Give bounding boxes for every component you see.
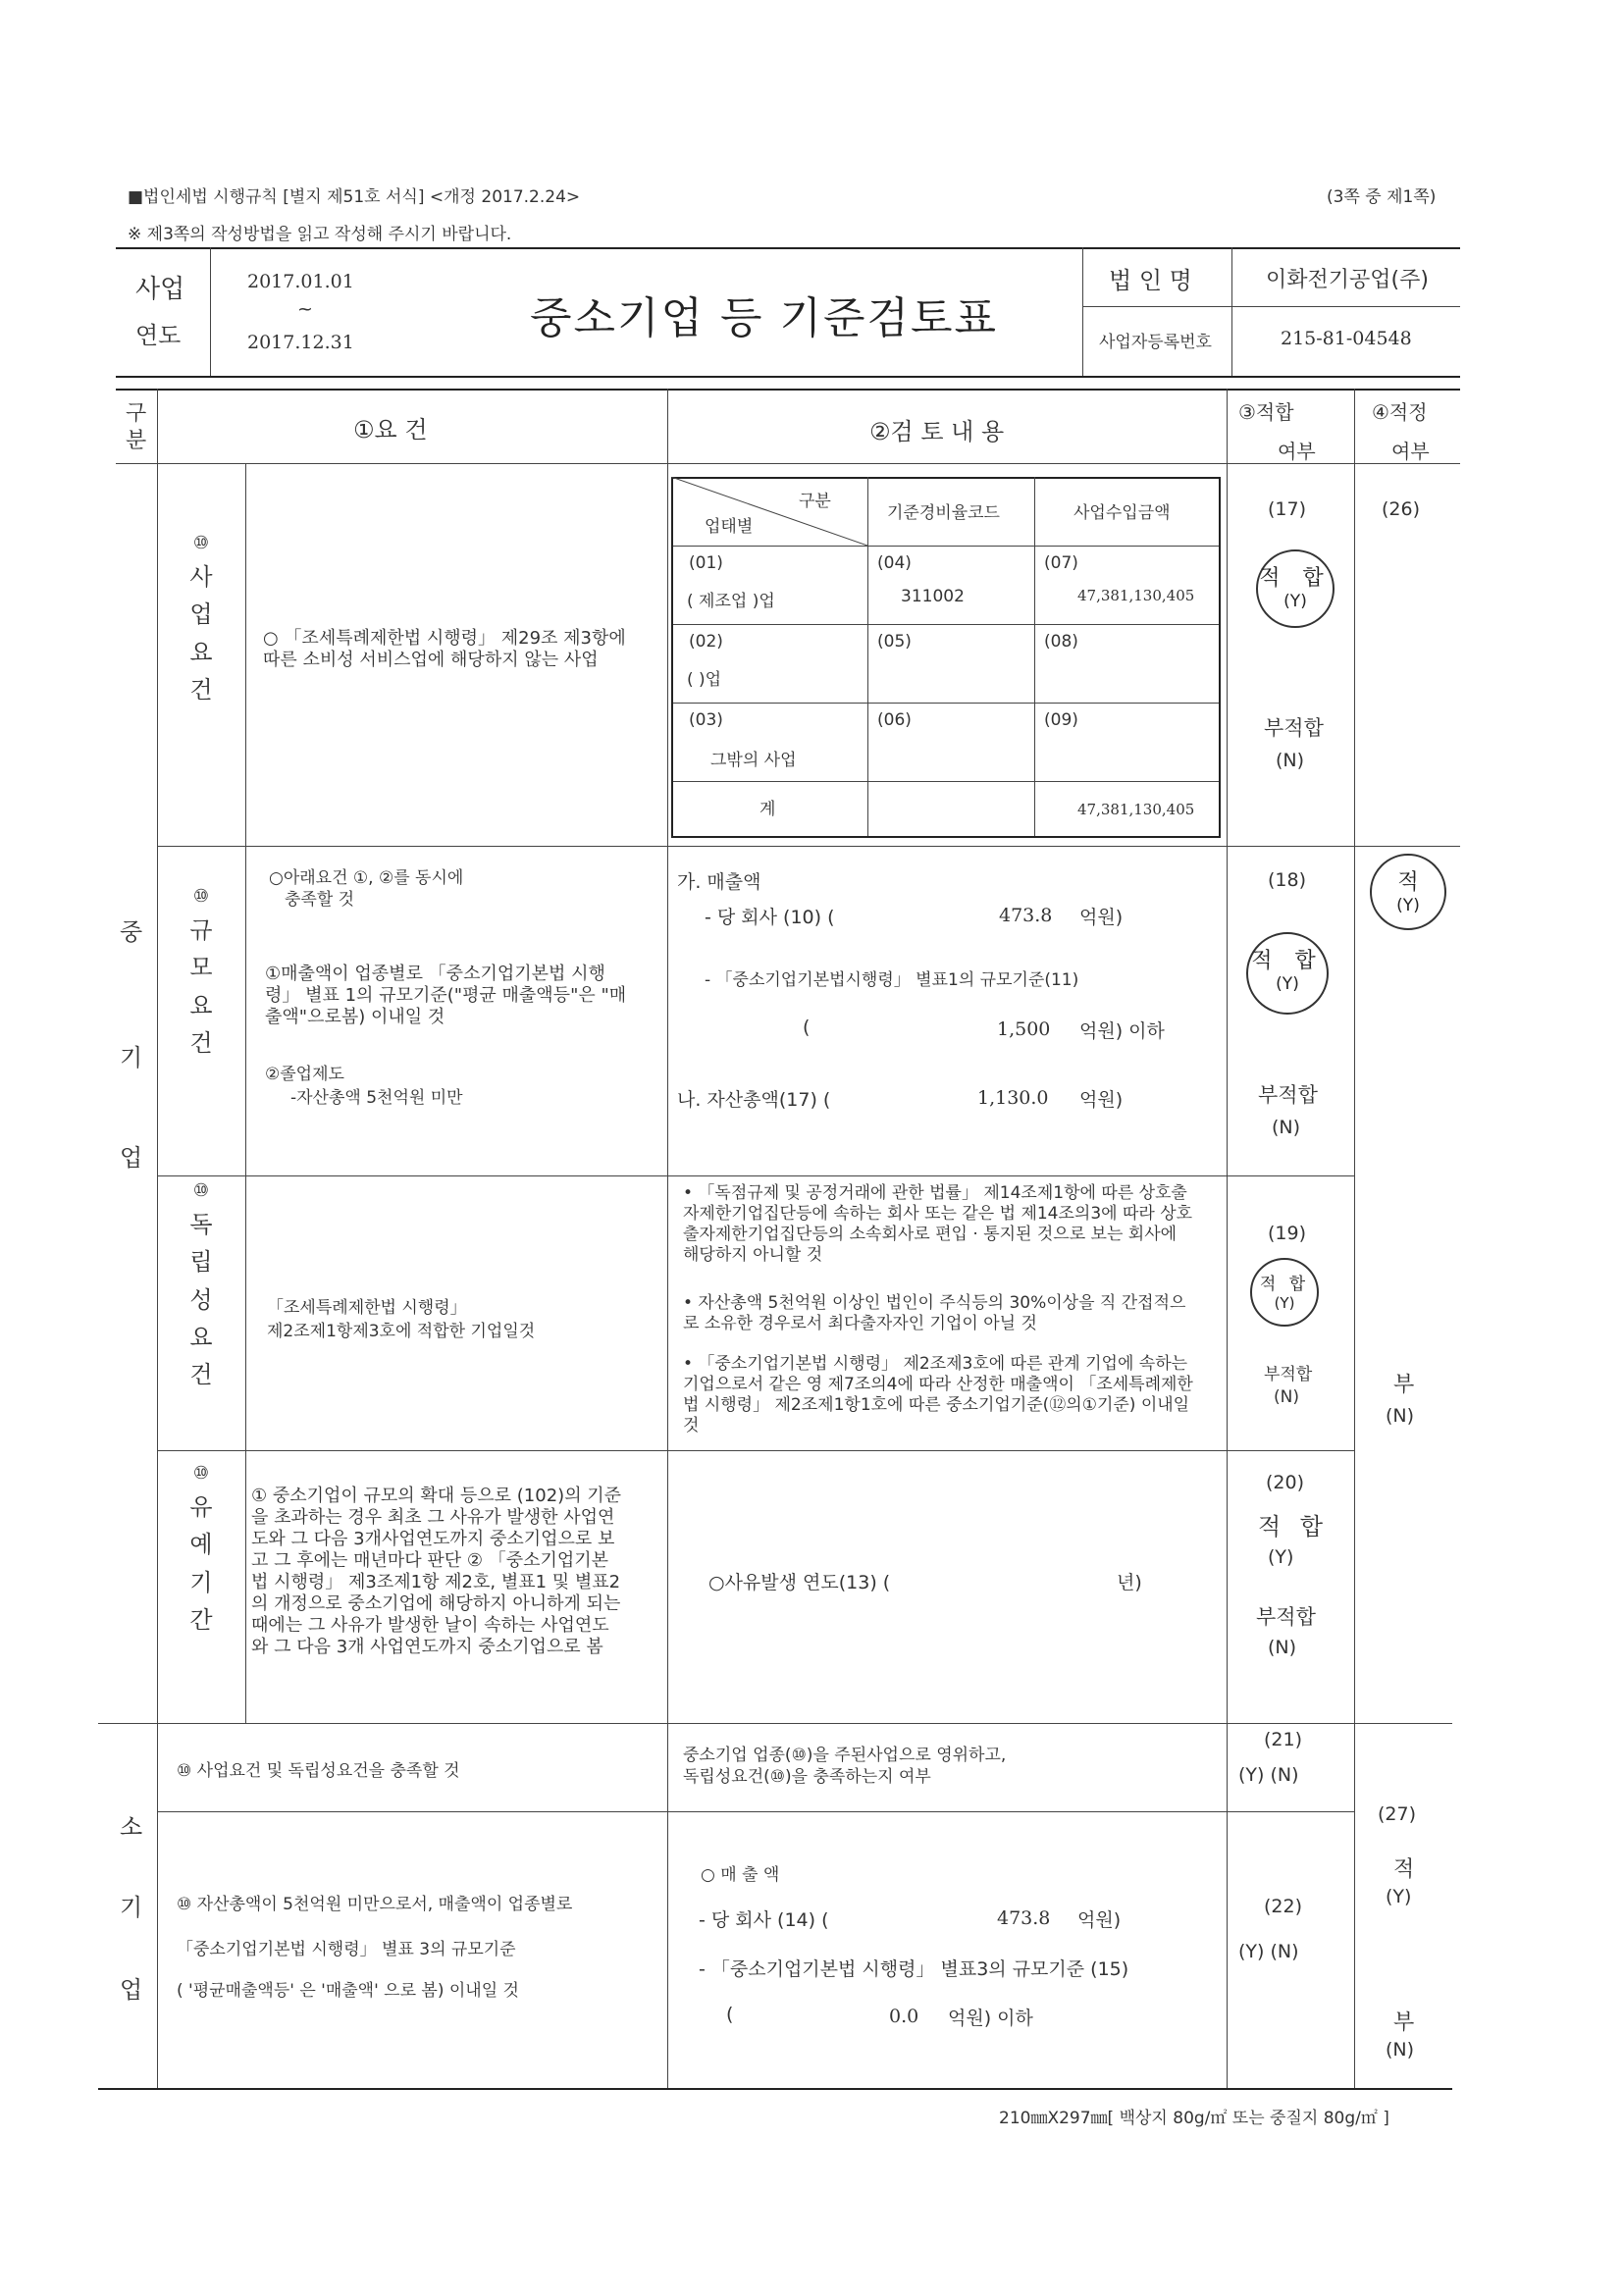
s102-rev-a: 가. 매출액 bbox=[677, 871, 761, 893]
s101-requirement: ○ 「조세특례제한법 시행령」 제29조 제3항에 따른 소비성 서비스업에 해당하지 않는 사업 bbox=[263, 628, 626, 670]
s101-fit-stamp: 적 합 (Y) bbox=[1256, 549, 1335, 628]
s105-fit-yn: (Y) (N) bbox=[1238, 1764, 1299, 1786]
header-diagonal-line bbox=[671, 477, 867, 546]
s102-rev-e-unit: 억원) bbox=[1079, 1089, 1124, 1111]
column-requirement: ①요 건 bbox=[353, 416, 428, 444]
r3-c1-code: (03) bbox=[689, 710, 723, 730]
section-small-char-2: 기 bbox=[120, 1894, 143, 1921]
total-value: 47,381,130,405 bbox=[1077, 801, 1195, 818]
r2-c2-code: (05) bbox=[877, 632, 912, 652]
s102-req3b: -자산총액 5천억원 미만 bbox=[290, 1088, 463, 1108]
s103-rev3: • 「중소기업기본법 시행령」 제2조제3호에 따른 관계 기업에 속하는 기업으로서 같은 영 제7조의4에 따라 산정한 매출액이 「조세특례제한법 시행령」 제2조제1항1호에 따른 중소기업기준(⑫의①기준) 이내일 것 bbox=[683, 1354, 1193, 1435]
section-sme-char-1: 중 bbox=[120, 918, 143, 946]
column-fit4-2: 여부 bbox=[1391, 440, 1430, 463]
page-indicator: (3쪽 중 제1쪽) bbox=[1327, 187, 1437, 207]
column-division-2: 분 bbox=[126, 429, 147, 453]
column-fit4-1: ④적정 bbox=[1372, 400, 1428, 424]
s102-req3: ②졸업제도 bbox=[265, 1065, 344, 1084]
s103-rev2: • 자산총액 5천억원 이상인 법인이 주식등의 30%이상을 직 간접적으로 소유한 경우로서 최다출자자인 기업이 아닐 것 bbox=[683, 1293, 1186, 1333]
r1-c3-code: (07) bbox=[1044, 553, 1078, 573]
s103-req1: 「조세특례제한법 시행령」 bbox=[267, 1298, 467, 1318]
s105-requirement: ⑩ 사업요건 및 독립성요건을 충족할 것 bbox=[177, 1761, 460, 1781]
r2-c1-value: ( )업 bbox=[687, 670, 722, 690]
period-start: 2017.01.01 bbox=[247, 271, 354, 292]
s102-rev-c: - 「중소기업기본법시행령」 별표1의 규모기준(11) bbox=[705, 970, 1079, 990]
s102-fit-stamp: 적 합 (Y) bbox=[1246, 932, 1329, 1015]
s102-rev-e-value: 1,130.0 bbox=[977, 1087, 1049, 1109]
s106-fit-code: (22) bbox=[1264, 1896, 1303, 1917]
s106-req1: ⑩ 자산총액이 5천억원 미만으로서, 매출액이 업종별로 bbox=[177, 1895, 573, 1914]
form-title: 중소기업 등 기준검토표 bbox=[530, 293, 999, 343]
s103-fit-code: (19) bbox=[1268, 1223, 1307, 1244]
s104-unfit: 부적합 bbox=[1256, 1605, 1316, 1629]
s104-requirement: ① 중소기업이 규모의 확대 등으로 (102)의 기준을 초과하는 경우 최초 그 사유가 발생한 사업연도와 그 다음 3개사업연도까지 중소기업으로 보고 그 후에는 매년마다 판단 ② 「중소기업기본법 시행령」 제3조제1항 제2호, 별표1 및 별표2의 개정으로 중소기업에 해당하지 아니하게 되는 때에는 그 사유가 발생한 날이 속하는 사업연도와 그 다음 3개 사업연도까지 중소기업으로 봄 bbox=[251, 1486, 622, 1657]
s102-rev-b-unit: 억원) bbox=[1079, 907, 1124, 928]
period-tilde: ~ bbox=[297, 298, 313, 320]
regulation-text: ■법인세법 시행규칙 [별지 제51호 서식] <개정 2017.2.24> bbox=[128, 187, 581, 207]
r1-c2-code: (04) bbox=[877, 553, 912, 573]
s104-fit-code: (20) bbox=[1266, 1472, 1305, 1493]
s102-rev-b-label: - 당 회사 (10) ( bbox=[705, 907, 835, 928]
s102-col4-stamp: 적 (Y) bbox=[1370, 854, 1446, 930]
s102-unfit-n: (N) bbox=[1272, 1117, 1301, 1138]
s105-fit-code: (21) bbox=[1264, 1729, 1303, 1750]
r2-c3-code: (08) bbox=[1044, 632, 1078, 652]
s102-unfit: 부적합 bbox=[1258, 1083, 1318, 1107]
column-fit-2: 여부 bbox=[1278, 440, 1316, 463]
s102-req2: ①매출액이 업종별로 「중소기업기본법 시행령」 별표 1의 규모기준("평균 매출액등"은 "매출액"으로봄) 이내일 것 bbox=[265, 964, 627, 1027]
s106-col4-code: (27) bbox=[1378, 1803, 1417, 1825]
s106-rev-a: ○ 매 출 액 bbox=[701, 1865, 780, 1885]
s104-vertical-label: ⑩ 유 예 기 간 bbox=[189, 1463, 213, 1634]
s104-rev: ○사유발생 연도(13) ( bbox=[708, 1572, 891, 1593]
column-fit-1: ③적합 bbox=[1238, 400, 1294, 424]
year-label-2: 연도 bbox=[135, 322, 182, 349]
s101-vertical-label: ⑩ 사 업 요 건 bbox=[189, 533, 213, 704]
s102-rev-b-value: 473.8 bbox=[999, 905, 1053, 926]
r2-c1-code: (02) bbox=[689, 632, 723, 652]
s102-rev-d-open: ( bbox=[803, 1017, 811, 1038]
s101-unfit-n: (N) bbox=[1276, 750, 1305, 771]
s103-col4-a: 부 bbox=[1393, 1373, 1415, 1397]
column-review: ②검 토 내 용 bbox=[869, 418, 1005, 445]
s101-fit-code: (17) bbox=[1268, 498, 1307, 520]
r3-c2-code: (06) bbox=[877, 710, 912, 730]
s103-unfit-n: (N) bbox=[1274, 1387, 1299, 1407]
paper-spec: 210㎜X297㎜[ 백상지 80g/㎡ 또는 중질지 80g/㎡ ] bbox=[999, 2109, 1389, 2128]
s102-req1b: 충족할 것 bbox=[285, 890, 355, 910]
s106-rev-b-value: 473.8 bbox=[997, 1907, 1051, 1929]
table-header-code: 기준경비율코드 bbox=[887, 503, 1000, 523]
s103-fit-stamp: 적 합 (Y) bbox=[1250, 1258, 1319, 1327]
s104-fit: 적 합 bbox=[1258, 1513, 1329, 1540]
section-small-char-3: 업 bbox=[120, 1976, 143, 2004]
s106-fit-yn: (Y) (N) bbox=[1238, 1941, 1299, 1962]
reg-no: 215-81-04548 bbox=[1281, 328, 1412, 349]
section-sme-char-3: 업 bbox=[120, 1144, 143, 1172]
s106-rev-b-label: - 당 회사 (14) ( bbox=[699, 1909, 829, 1931]
s106-col4-a: 적 bbox=[1393, 1857, 1415, 1882]
table-header-gubun: 구분 bbox=[799, 492, 831, 511]
s103-vertical-label: ⑩ 독 립 성 요 건 bbox=[189, 1180, 213, 1389]
section-small-char-1: 소 bbox=[120, 1813, 143, 1841]
s101-col4-code: (26) bbox=[1382, 498, 1421, 520]
s102-rev-d-value: 1,500 bbox=[997, 1018, 1051, 1040]
reg-no-label: 사업자등록번호 bbox=[1099, 333, 1212, 352]
s106-rev-d-value: 0.0 bbox=[889, 2006, 919, 2027]
s105-rev1: 중소기업 업종(⑩)을 주된사업으로 영위하고, bbox=[683, 1746, 1007, 1765]
s104-fit-y: (Y) bbox=[1268, 1546, 1294, 1568]
s102-req1: ○아래요건 ①, ②를 동시에 bbox=[269, 868, 464, 888]
corp-name: 이화전기공업(주) bbox=[1266, 268, 1429, 292]
s103-rev1: • 「독점규제 및 공정거래에 관한 법률」 제14조제1항에 따른 상호출자제한기업집단등에 속하는 회사 또는 같은 법 제14조의3에 따라 상호출자제한기업집단등의 소속회사로 편입 · 통지된 것으로 보는 회사에 해당하지 아니할 것 bbox=[683, 1183, 1193, 1265]
r3-c1-value: 그밖의 사업 bbox=[710, 751, 797, 770]
s102-rev-e-label: 나. 자산총액(17) ( bbox=[677, 1089, 831, 1111]
column-division-1: 구 bbox=[126, 401, 147, 426]
s101-unfit: 부적합 bbox=[1264, 716, 1324, 740]
s104-rev-unit: 년) bbox=[1117, 1572, 1142, 1593]
s106-col4-b: (Y) bbox=[1386, 1886, 1412, 1907]
s103-unfit: 부적합 bbox=[1264, 1365, 1313, 1384]
s102-vertical-label: ⑩ 규 모 요 건 bbox=[189, 886, 213, 1057]
s106-rev-b-unit: 억원) bbox=[1077, 1909, 1122, 1931]
corp-name-label: 법 인 명 bbox=[1109, 267, 1192, 294]
s102-fit-code: (18) bbox=[1268, 869, 1307, 891]
period-end: 2017.12.31 bbox=[247, 332, 354, 353]
s102-rev-d-unit: 억원) 이하 bbox=[1079, 1020, 1165, 1042]
s103-req2: 제2조제1항제3호에 적합한 기업일것 bbox=[267, 1322, 536, 1341]
s103-col4-b: (N) bbox=[1386, 1405, 1415, 1427]
s105-rev2: 독립성요건(⑩)을 충족하는지 여부 bbox=[683, 1767, 931, 1787]
r3-c3-code: (09) bbox=[1044, 710, 1078, 730]
total-label: 계 bbox=[759, 800, 776, 819]
table-header-amount: 사업수입금액 bbox=[1073, 503, 1171, 523]
r1-c2-value: 311002 bbox=[901, 587, 965, 606]
business-revenue-table bbox=[671, 477, 1221, 836]
s106-rev-c: - 「중소기업기본법 시행령」 별표3의 규모기준 (15) bbox=[699, 1958, 1129, 1980]
r1-c1-value: ( 제조업 )업 bbox=[687, 592, 775, 611]
s106-rev-d-unit: 억원) 이하 bbox=[948, 2008, 1033, 2029]
s106-req2: 「중소기업기본법 시행령」 별표 3의 규모기준 bbox=[177, 1940, 516, 1959]
year-label-1: 사업 bbox=[135, 275, 185, 304]
section-sme-char-2: 기 bbox=[120, 1044, 143, 1071]
r1-c3-value: 47,381,130,405 bbox=[1077, 587, 1195, 604]
s106-col4-d: (N) bbox=[1386, 2039, 1415, 2061]
s106-req3: ( '평균매출액등' 은 '매출액' 으로 봄) 이내일 것 bbox=[177, 1981, 519, 2001]
instruction-text: ※ 제3쪽의 작성방법을 읽고 작성해 주시기 바랍니다. bbox=[128, 225, 512, 244]
s104-unfit-n: (N) bbox=[1268, 1637, 1297, 1658]
s106-rev-d-open: ( bbox=[726, 2004, 734, 2025]
s106-col4-c: 부 bbox=[1393, 2010, 1415, 2035]
table-header-type: 업태별 bbox=[705, 517, 754, 537]
r1-c1-code: (01) bbox=[689, 553, 723, 573]
